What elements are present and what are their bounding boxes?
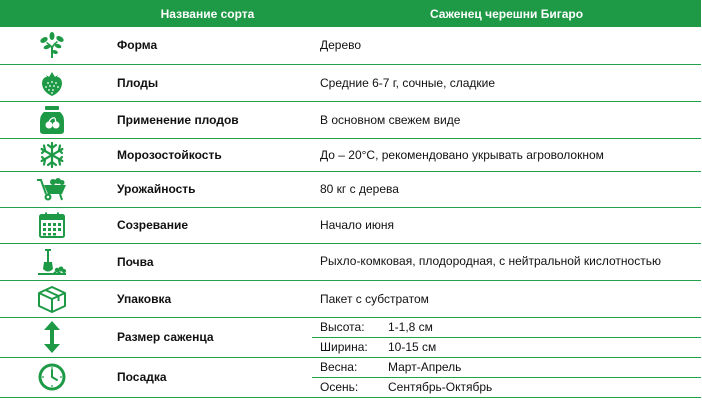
table-row: [0, 171, 701, 207]
sub-key: Высота:: [320, 320, 365, 334]
sub-value: Март-Апрель: [388, 360, 462, 374]
row-label: Плоды: [103, 64, 312, 101]
header-icon-col: [0, 0, 103, 27]
calendar-icon: [39, 212, 65, 238]
row-icon-cell: [0, 64, 103, 101]
row-label: Упаковка: [103, 280, 312, 317]
sub-row: [312, 318, 701, 337]
row-value: Начало июня: [312, 207, 701, 243]
row-icon-cell: [0, 357, 103, 397]
row-label: Применение плодов: [103, 101, 312, 138]
sub-key: Весна:: [320, 360, 358, 374]
sub-row: [312, 377, 701, 397]
row-icon-cell: [0, 280, 103, 317]
row-value: Средние 6-7 г, сочные, сладкие: [312, 64, 701, 101]
row-icon-cell: [0, 27, 103, 64]
row-icon-cell: [0, 138, 103, 171]
row-value: 80 кг с дерева: [312, 171, 701, 207]
shovel-icon: [37, 249, 67, 275]
row-icon-cell: [0, 207, 103, 243]
table-header-row: [0, 0, 701, 27]
tree-icon: [38, 31, 66, 59]
row-label: Почва: [103, 243, 312, 280]
row-label: Форма: [103, 27, 312, 64]
row-label: Размер саженца: [103, 317, 312, 357]
row-value: До – 20°С, рекомендовано укрывать агроволокном: [312, 138, 701, 171]
row-value-cell: [312, 243, 701, 280]
sub-value: 10-15 см: [388, 340, 437, 354]
clock-icon: [37, 362, 67, 392]
row-label: Созревание: [103, 207, 312, 243]
snowflake-icon: [39, 142, 65, 168]
sub-value: Сентябрь-Октябрь: [388, 380, 493, 394]
row-value: Рыхло-комковая, плодородная, с нейтральной кислотностью: [320, 254, 661, 268]
header-name: Название сорта: [103, 0, 312, 27]
table-row: [0, 27, 701, 64]
box-icon: [37, 285, 67, 313]
sub-key: Ширина:: [320, 340, 368, 354]
header-value: Саженец черешни Бигаро: [312, 0, 701, 27]
table-row: [0, 138, 701, 171]
wheelbarrow-icon: [36, 177, 68, 201]
row-value: Пакет с субстратом: [312, 280, 701, 317]
sub-key: Осень:: [320, 380, 359, 394]
strawberry-icon: [38, 69, 66, 97]
sub-value: 1-1,8 см: [388, 320, 433, 334]
row-value-cell: [312, 317, 701, 357]
table-row: [0, 357, 701, 397]
row-label: Морозостойкость: [103, 138, 312, 171]
row-value-cell: [312, 357, 701, 397]
jar-icon: [38, 105, 66, 135]
sub-row: [312, 337, 701, 357]
row-icon-cell: [0, 243, 103, 280]
row-icon-cell: [0, 171, 103, 207]
table-row: [0, 243, 701, 280]
arrow-updown-icon: [44, 321, 60, 353]
row-label: Посадка: [103, 357, 312, 397]
sub-row: [312, 358, 701, 377]
row-icon-cell: [0, 317, 103, 357]
row-value: Дерево: [312, 27, 701, 64]
table-row: [0, 280, 701, 317]
table-row: [0, 64, 701, 101]
row-label: Урожайность: [103, 171, 312, 207]
row-value: В основном свежем виде: [312, 101, 701, 138]
table-row: [0, 207, 701, 243]
table-row: [0, 317, 701, 357]
table-row: [0, 101, 701, 138]
row-icon-cell: [0, 101, 103, 138]
